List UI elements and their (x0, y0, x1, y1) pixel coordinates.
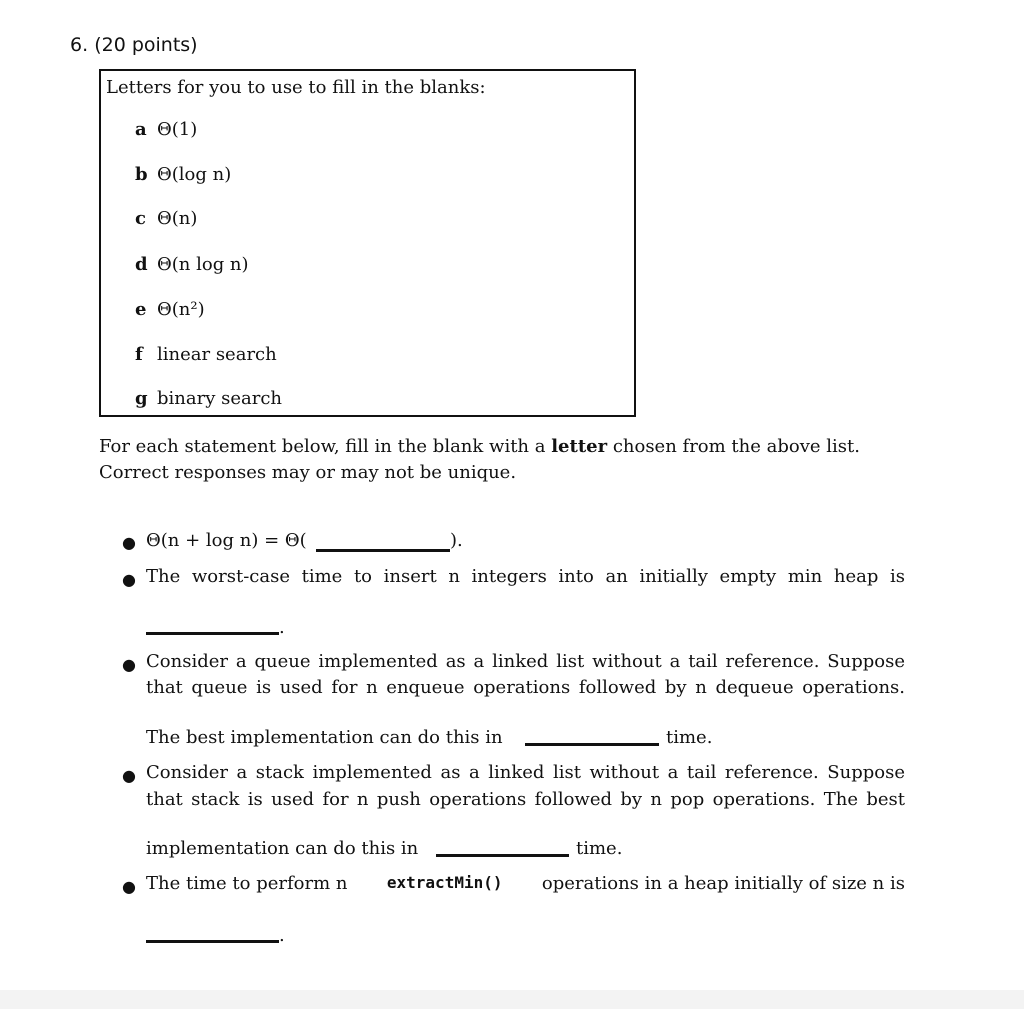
item-1-suffix: ). (450, 530, 463, 551)
item-2-blank[interactable] (146, 632, 279, 635)
option-text: Θ(n) (157, 208, 198, 229)
item-5-blank[interactable] (146, 940, 279, 943)
item-3-line-1: Consider a queue implemented as a linked list without a tail reference. Suppose (146, 651, 905, 672)
item-4-line-2: that stack is used for n push operations followed by n pop operations. The best (146, 789, 905, 810)
option-a (135, 119, 197, 140)
instructions-text: For each statement below, fill in the blank with a (99, 436, 546, 457)
option-text: binary search (157, 388, 282, 409)
option-c (135, 208, 197, 229)
option-f (135, 344, 277, 365)
bullet-icon: ● (122, 533, 136, 552)
item-4-line-3a: implementation can do this in (146, 838, 419, 859)
bullet-icon: ● (122, 655, 136, 674)
item-3-blank[interactable] (525, 743, 659, 746)
option-letter: d (135, 254, 148, 275)
option-letter: g (135, 388, 148, 409)
option-letter: c (135, 208, 146, 229)
item-4-blank[interactable] (436, 854, 569, 857)
item-5-code: extractMin() (386, 873, 503, 892)
item-4-line-3b: time. (576, 838, 623, 859)
option-letter: e (135, 299, 147, 320)
page-bottom-edge (0, 990, 1024, 1009)
letters-box (99, 69, 636, 417)
bullet-icon: ● (122, 766, 136, 785)
bullet-icon: ● (122, 877, 136, 896)
item-4-line-1: Consider a stack implemented as a linked list without a tail reference. Suppose (146, 762, 905, 783)
letters-box-title: Letters for you to use to fill in the blanks: (106, 77, 486, 98)
option-text: linear search (157, 344, 277, 365)
instructions-line-2: Correct responses may or may not be unique. (99, 462, 517, 483)
option-letter: f (135, 344, 143, 365)
option-g (135, 388, 282, 409)
option-text: Θ(n²) (157, 299, 205, 320)
bullet-icon: ● (122, 570, 136, 589)
item-3-line-3b: time. (666, 727, 713, 748)
option-b (135, 164, 231, 185)
option-d (135, 254, 249, 275)
item-3-line-3a: The best implementation can do this in (146, 727, 503, 748)
option-text: Θ(n log n) (157, 254, 249, 275)
instructions-bold: letter (551, 436, 608, 457)
option-letter: a (135, 119, 147, 140)
question-points: (20 points) (94, 34, 198, 56)
item-1-blank[interactable] (316, 549, 450, 552)
instructions-line-1 (99, 436, 860, 457)
item-5-end: . (279, 925, 285, 946)
item-2-end: . (279, 617, 285, 638)
item-1-prefix: Θ(n + log n) = Θ( (146, 530, 307, 551)
question-number: 6. (70, 34, 89, 56)
item-5-text-a: The time to perform n (146, 873, 348, 894)
item-5-line-1 (146, 873, 905, 894)
instructions-text: chosen from the above list. (612, 436, 860, 457)
item-2-line-1: The worst-case time to insert n integers into an initially empty min heap is (146, 566, 905, 587)
question-header (70, 34, 198, 56)
option-letter: b (135, 164, 148, 185)
option-e (135, 299, 205, 320)
option-text: Θ(log n) (157, 164, 232, 185)
option-text: Θ(1) (157, 119, 198, 140)
item-3-line-2: that queue is used for n enqueue operations followed by n dequeue operations. (146, 677, 905, 698)
item-5-text-b: operations in a heap initially of size n is (541, 873, 905, 894)
